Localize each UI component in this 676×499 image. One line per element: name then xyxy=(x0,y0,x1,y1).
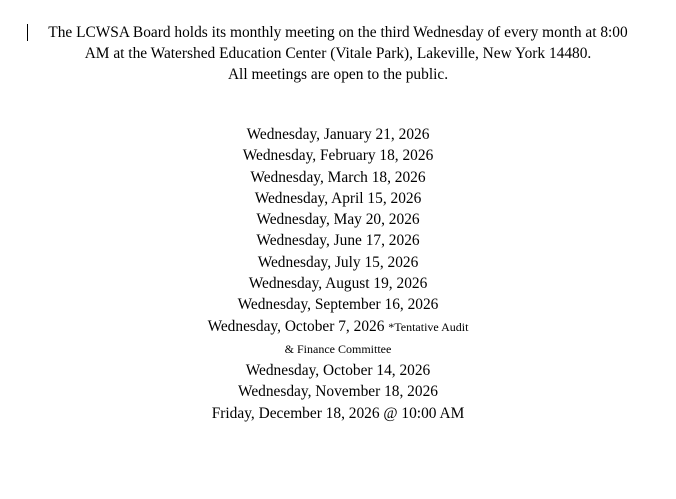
meeting-date-november: Wednesday, November 18, 2026 xyxy=(238,383,438,401)
meeting-date-june: Wednesday, June 17, 2026 xyxy=(256,232,420,250)
intro-paragraph xyxy=(20,22,656,85)
meeting-dates-list xyxy=(0,124,676,424)
meeting-date-july: Wednesday, July 15, 2026 xyxy=(257,253,419,271)
meeting-date-january: Wednesday, January 21, 2026 xyxy=(246,126,430,143)
meeting-date-december: Friday, December 18, 2026 @ 10:00 AM xyxy=(211,404,465,422)
intro-line-3: All meetings are open to the public. xyxy=(227,66,449,83)
meeting-date-march: Wednesday, March 18, 2026 xyxy=(250,168,426,186)
audit-note-part-2: & Finance Committee xyxy=(284,341,392,356)
meeting-date-august: Wednesday, August 19, 2026 xyxy=(248,275,428,293)
meeting-date-october-audit xyxy=(0,316,676,338)
intro-line-2: AM at the Watershed Education Center (Vitale Park), Lakeville, New York 14480. xyxy=(84,45,592,62)
meeting-date-april: Wednesday, April 15, 2026 xyxy=(254,189,422,207)
meeting-date-may: Wednesday, May 20, 2026 xyxy=(256,211,420,229)
audit-note-part-1: *Tentative Audit xyxy=(388,319,469,334)
meeting-date-october: Wednesday, October 14, 2026 xyxy=(245,361,431,379)
intro-line-1: The LCWSA Board holds its monthly meeting on the third Wednesday of every month at 8:00 xyxy=(48,24,628,41)
meeting-date-october-audit-text: Wednesday, October 7, 2026 xyxy=(207,317,385,335)
meeting-date-february: Wednesday, February 18, 2026 xyxy=(242,147,434,165)
meeting-date-september: Wednesday, September 16, 2026 xyxy=(237,296,439,314)
